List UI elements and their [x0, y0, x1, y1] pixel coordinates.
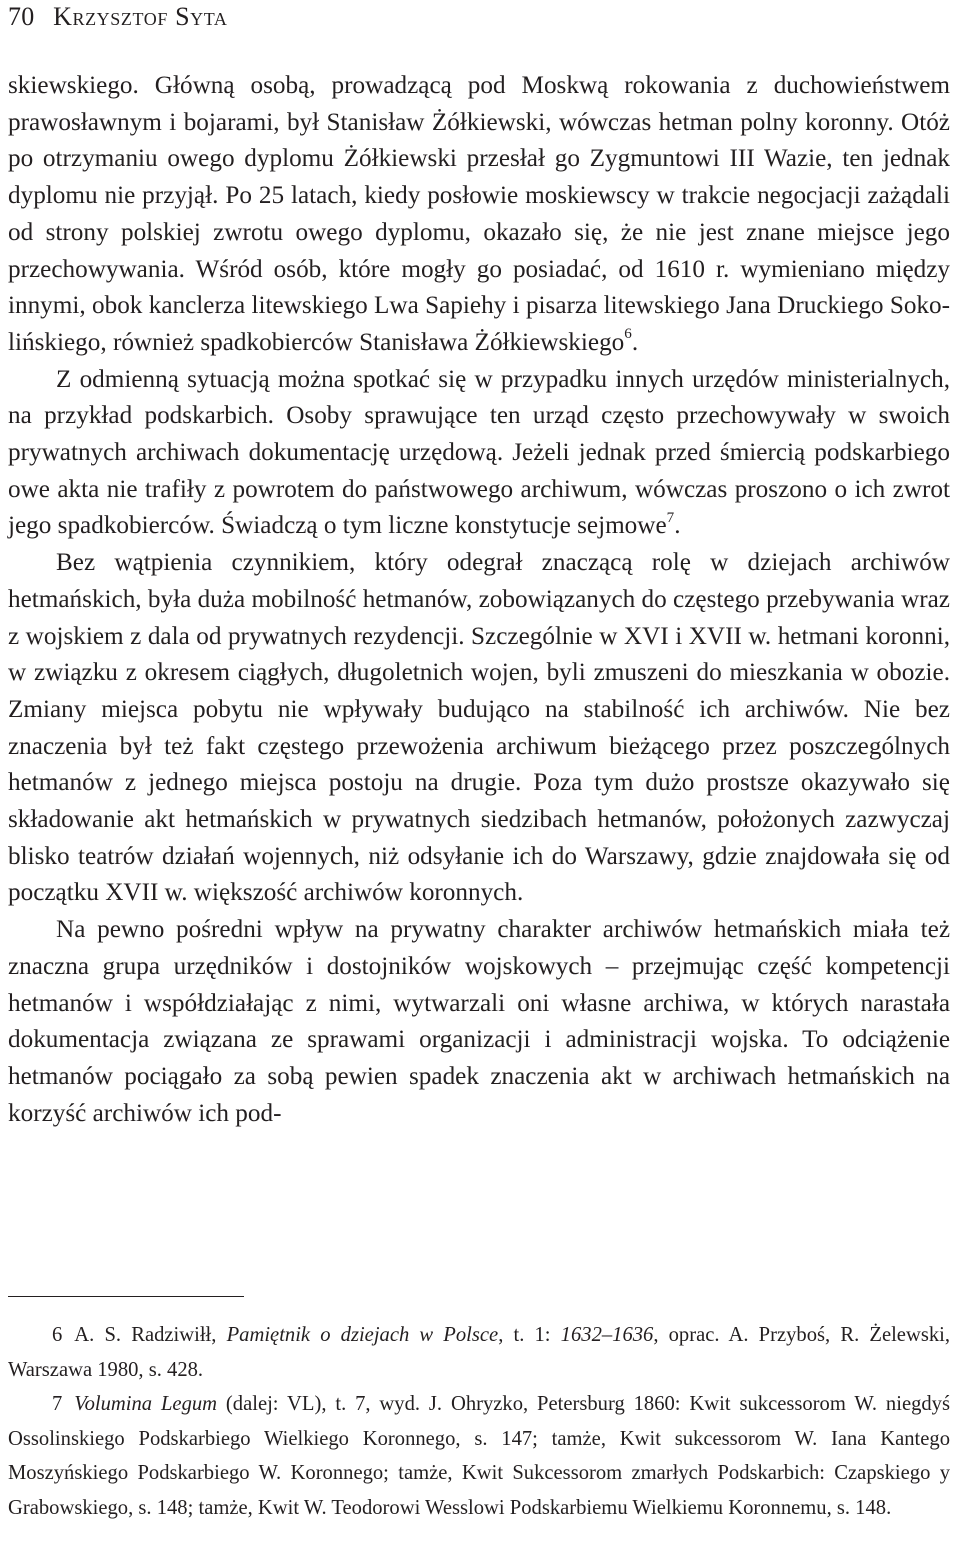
footnote-title: Pamiętnik o dziejach w Polsce — [226, 1324, 499, 1346]
footnotes — [8, 1318, 950, 1526]
paragraph-2: Z odmienną sytuacją można spotkać się w przypadku innych urzędów ministerialnych, na przykład podskarbich. Osoby sprawujące ten urząd często przechowywały w swoich prywatnych archiwach dokumentację urzędową. Jeżeli jednak przed śmiercią podskarbiego owe akta nie trafiły z powrotem do państwowego archiwum, wówczas proszono o ich zwrot jego spadkobierców. Świadczą o tym liczne konstytucje sejmowe$^7$. — [8, 365, 950, 540]
footnote-6: 6 A. S. Radziwiłł, Pamiętnik o dziejach w Polsce, t. 1: 1632–1636, oprac. A. Przyboś, R. Żelewski, Warszawa 1980, s. 428. — [8, 1324, 950, 1381]
footnote-ref-6[interactable]: 6 — [624, 326, 632, 343]
body-text — [8, 68, 950, 1132]
paragraph-3: Bez wątpienia czynnikiem, który odegrał znaczącą rolę w dziejach archiwów hetmańskich, była duża mobilność hetmanów, zobowiązanych do częstego przebywania wraz z wojskiem z dala od prywatnych rezydencji. Szczególnie w XVI i XVII w. hetmani koronni, w związku z okresem ciągłych, długoletnich wojen, byli zmuszeni do mieszkania w obozie. Zmiany miejsca pobytu nie wpływały budująco na stabilność ich archiwów. Nie bez znaczenia był też fakt częstego przewożenia archiwum bieżącego przez poszczególnych hetmanów z jednego miejsca postoju na drugie. Poza tym dużo prostsze okazywało się składowanie akt hetmańskich w prywatnych siedzibach hetmanów, położonych zazwyczaj blisko teatrów działań wojennych, niż odsyłanie ich do Warszawy, gdzie znajdowała się od początku XVII w. większość archiwów koronnych. — [8, 549, 950, 907]
footnote-7: 7 Volumina Legum (dalej: VL), t. 7, wyd. J. Ohryzko, Petersburg 1860: Kwit sukcessorom W. niegdyś Ossolinskiego Podskarbiego Wielkiego Koronnego, s. 147; tamże, Kwit sukcessorom W. Iana Kantego Moszyńskiego Podskarbiego W. Koronnego; tamże, Kwit Sukcessorom zmarłych Podskarbich: Czapskiego y Grabowskiego, s. 148; tamże, Kwit W. Teodorowi Wesslowi Podskarbiemu Wielkiemu Koronnemu, s. 148. — [8, 1393, 950, 1519]
paragraph-4: Na pewno pośredni wpływ na prywatny charakter archiwów hetmańskich miała też znaczna grupa urzędników i dostojników wojskowych – przejmując część kompetencji hetmanów i współdziałając z nimi, wytwarzali oni własne archiwa, w których narastała dokumentacja związana ze sprawami organizacji i administracji wojska. To odciążenie hetmanów pociągało za sobą pewien spadek znaczenia akt w archiwach hetmańskich na korzyść archiwów ich pod- — [8, 916, 950, 1127]
footnote-title: Volumina Legum — [74, 1393, 218, 1416]
footnote-range: 1632–1636 — [560, 1324, 654, 1346]
footnote-separator — [8, 1296, 244, 1297]
running-head — [8, 0, 227, 34]
footnote-mark: 6 — [52, 1324, 63, 1346]
running-head-author: Krzysztof Syta — [53, 2, 228, 31]
paragraph-1: skiewskiego. Główną osobą, prowadzącą pod Moskwą rokowania z duchowieństwem prawosławnym i bojarami, był Stanisław Żółkiewski, wówczas hetman polny koronny. Otóż po otrzymaniu owego dyplomu Żółkiewski przesłał go Zygmuntowi III Wazie, ten jednak dyplomu nie przyjął. Po 25 latach, kiedy posłowie moskiewscy w trakcie negocjacji zażądali od strony polskiej zwrotu owego dyplomu, okazało się, że nie jest znane miejsce jego przechowywania. Wśród osób, które mogły go posiadać, od 1610 r. wymieniano między innymi, obok kanclerza litewskiego Lwa Sapiehy i pisarza litewskiego Jana Druckiego Sokolińskiego, również spadkobierców Stanisława Żółkiewskiego$^6$. — [8, 72, 950, 356]
page-number: 70 — [8, 2, 35, 31]
footnote-mark: 7 — [52, 1393, 63, 1416]
footnote-ref-7[interactable]: 7 — [666, 509, 675, 526]
